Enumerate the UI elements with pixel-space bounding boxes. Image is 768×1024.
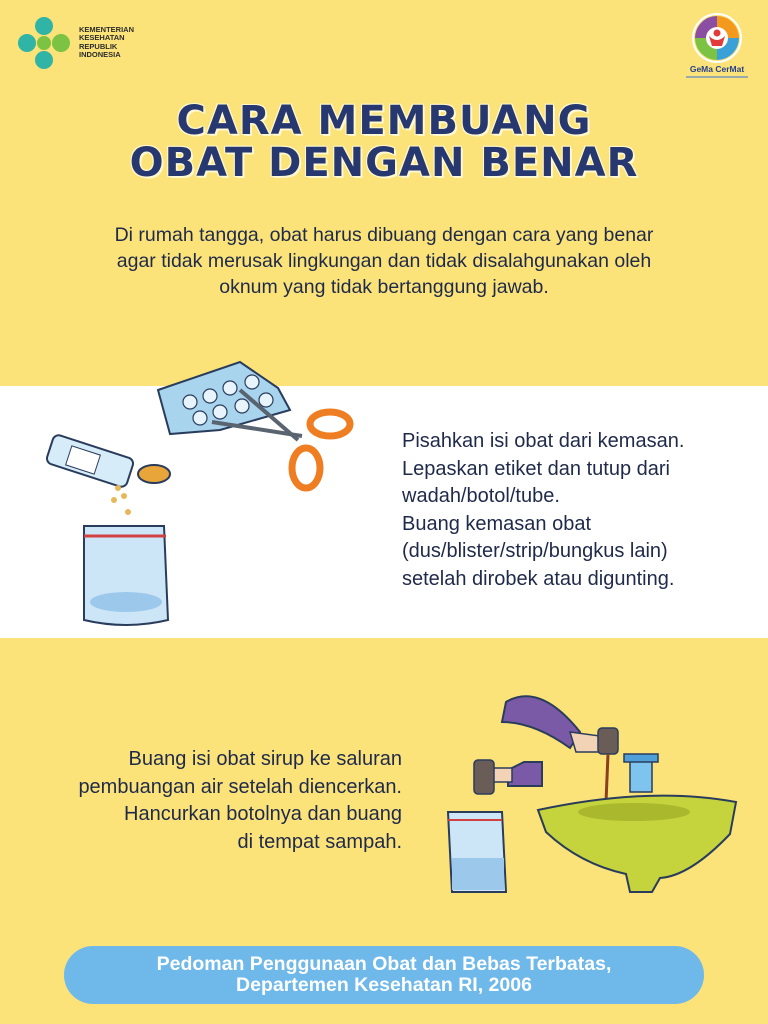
step2-line: di tempat sampah. <box>237 830 402 853</box>
step1-illustration <box>40 350 370 640</box>
plastic-bag-icon <box>84 526 168 625</box>
intro-line-3: oknum yang tidak bertanggung jawab. <box>219 276 549 298</box>
source-line-2: Departemen Kesehatan RI, 2006 <box>236 974 532 996</box>
step2-instructions <box>30 746 402 856</box>
step1-line: (dus/blister/strip/bungkus lain) <box>402 540 668 562</box>
kemenkes-leaf-icon <box>14 14 74 72</box>
step2-line: Buang isi obat sirup ke saluran <box>128 748 402 770</box>
gema-cermat-logo <box>682 10 752 78</box>
water-bag-icon <box>448 812 506 892</box>
source-line-1: Pedoman Penggunaan Obat dan Bebas Terbatas, <box>156 953 612 975</box>
gema-cermat-name: GeMa CerMat <box>689 64 745 74</box>
step1-instructions <box>402 428 752 593</box>
step1-line: Pisahkan isi obat dari kemasan. <box>402 430 685 452</box>
bottle-hand-icon <box>474 760 542 794</box>
kemenkes-logo-text: KEMENTERIAN KESEHATAN REPUBLIK INDONESIA <box>79 25 135 60</box>
step1-line: setelah dirobek atau digunting. <box>402 567 675 590</box>
source-citation-pill <box>64 946 704 1004</box>
step2-illustration <box>430 682 750 902</box>
step2-line: Hancurkan botolnya dan buang <box>124 803 402 825</box>
title-line-2: OBAT DENGAN BENAR <box>129 140 639 186</box>
pill-bottle-icon <box>45 434 170 515</box>
step2-line: pembuangan air setelah diencerkan. <box>78 775 402 798</box>
gema-cermat-emblem-icon <box>689 10 745 66</box>
step1-line: Buang kemasan obat <box>402 512 592 535</box>
step1-line: wadah/botol/tube. <box>402 485 560 507</box>
intro-line-2: agar tidak merusak lingkungan dan tidak disalahgunakan oleh <box>116 250 652 272</box>
page-title <box>0 100 768 184</box>
intro-paragraph <box>60 222 708 300</box>
kemenkes-logo <box>14 14 134 72</box>
sink-icon <box>538 754 736 892</box>
title-line-1: CARA MEMBUANG <box>176 98 592 144</box>
gema-cermat-tagline <box>686 76 748 78</box>
intro-line-1: Di rumah tangga, obat harus dibuang dengan cara yang benar <box>114 224 654 246</box>
step1-line: Lepaskan etiket dan tutup dari <box>402 457 670 480</box>
